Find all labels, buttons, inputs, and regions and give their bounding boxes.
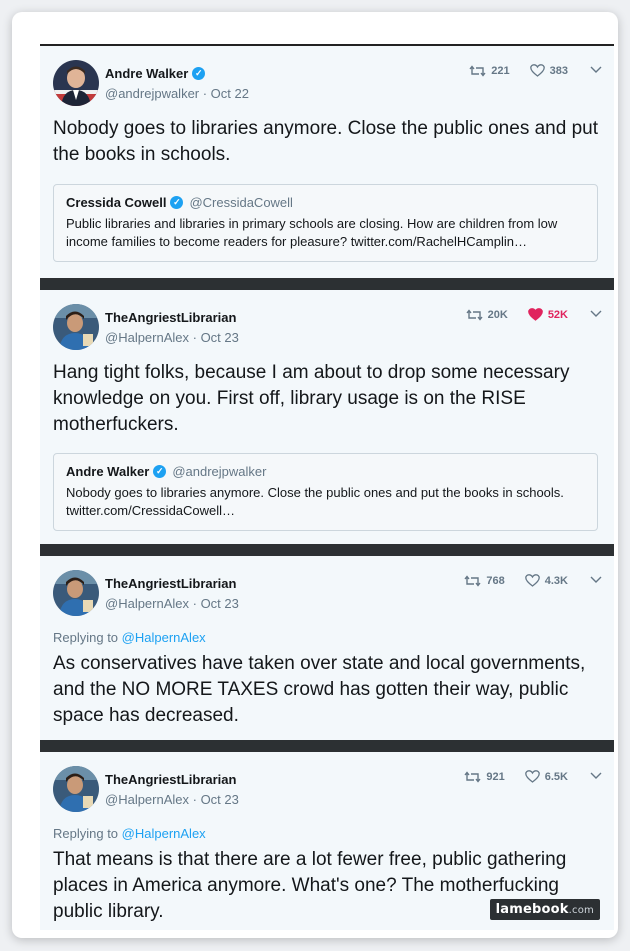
like-button[interactable]: [525, 770, 568, 783]
chevron-down-icon[interactable]: [590, 771, 602, 783]
quoted-tweet[interactable]: [53, 184, 598, 262]
verified-badge-icon: ✓: [192, 67, 205, 80]
tweet-actions: [444, 574, 602, 587]
avatar[interactable]: [53, 766, 99, 812]
like-count: 52K: [547, 308, 568, 321]
retweet-button[interactable]: [466, 309, 508, 321]
quoted-author-name: Andre Walker: [66, 464, 150, 479]
retweet-count: 221: [491, 64, 510, 77]
retweet-icon: [464, 771, 481, 783]
top-divider-gap: [40, 41, 60, 43]
tweet-card[interactable]: [40, 46, 614, 278]
verified-badge-icon: ✓: [153, 465, 166, 478]
tweet-text: That means is that there are a lot fewer free, public gathering places in America anymore. What's one? The motherfucking public library.: [53, 849, 567, 922]
quoted-author-handle: @andrejpwalker: [172, 464, 267, 479]
verified-badge-icon: ✓: [170, 196, 183, 209]
author-name-text: TheAngriestLibrarian: [105, 576, 237, 591]
heart-icon: [525, 770, 540, 783]
tweet-text: Hang tight folks, because I am about to drop some necessary knowledge on you. First off, library usage is on the RISE motherfuckers.: [53, 362, 570, 435]
watermark-brand: lamebook: [495, 902, 569, 917]
author-name-text: TheAngriestLibrarian: [105, 772, 237, 787]
like-button[interactable]: [525, 574, 568, 587]
tweet-card[interactable]: [40, 556, 614, 740]
retweet-button[interactable]: [464, 575, 504, 587]
like-count: 383: [549, 64, 568, 77]
author-name[interactable]: [105, 576, 236, 591]
replying-to-label: Replying to: [53, 826, 122, 841]
watermark-domain: .com: [568, 905, 594, 916]
heart-icon: [528, 308, 543, 321]
quoted-tweet[interactable]: [53, 453, 598, 531]
mention-link[interactable]: @HalpernAlex: [121, 826, 206, 841]
chevron-down-icon[interactable]: [590, 575, 602, 587]
quoted-tweet-header: [66, 195, 585, 210]
author-name[interactable]: [105, 310, 236, 325]
retweet-icon: [469, 65, 486, 77]
chevron-down-icon[interactable]: [590, 65, 602, 77]
retweet-count: 768: [486, 574, 505, 587]
author-handle[interactable]: @HalpernAlex · Oct 23: [105, 792, 239, 807]
tweet-divider: [40, 544, 614, 556]
tweet-actions: [446, 308, 602, 321]
retweet-icon: [464, 575, 481, 587]
tweet-actions: [444, 770, 602, 783]
avatar[interactable]: [53, 570, 99, 616]
replying-to: [53, 826, 206, 841]
tweet-divider: [40, 278, 614, 290]
retweet-button[interactable]: [469, 65, 509, 77]
tweet-divider: [40, 740, 614, 752]
replying-to-label: Replying to: [53, 630, 122, 645]
replying-to: [53, 630, 206, 645]
tweet-text: As conservatives have taken over state and local governments, and the NO MORE TAXES crowd has gotten their way, public space has decreased.: [53, 653, 586, 726]
retweet-count: 20K: [487, 308, 508, 321]
like-count: 4.3K: [544, 574, 568, 587]
screenshot-frame: [12, 12, 618, 938]
like-button[interactable]: [528, 308, 568, 321]
retweet-button[interactable]: [464, 771, 504, 783]
tweet-actions: [449, 64, 602, 77]
quoted-tweet-header: [66, 464, 585, 479]
avatar[interactable]: [53, 304, 99, 350]
heart-icon: [530, 64, 545, 77]
author-handle[interactable]: @HalpernAlex · Oct 23: [105, 596, 239, 611]
tweet-text: Nobody goes to libraries anymore. Close the public ones and put the books in schools.: [53, 118, 598, 165]
watermark-logo: [490, 899, 600, 920]
author-handle[interactable]: @HalpernAlex · Oct 23: [105, 330, 239, 345]
author-name[interactable]: [105, 772, 236, 787]
author-name-text: TheAngriestLibrarian: [105, 310, 237, 325]
like-count: 6.5K: [544, 770, 568, 783]
quoted-tweet-text: Public libraries and libraries in primary schools are closing. How are children from low income families to become readers for pleasure? twitter.com/RachelHCamplin…: [66, 216, 558, 249]
heart-icon: [525, 574, 540, 587]
retweet-icon: [466, 309, 483, 321]
author-name-text: Andre Walker: [105, 66, 189, 81]
avatar[interactable]: [53, 60, 99, 106]
quoted-tweet-text: Nobody goes to libraries anymore. Close the public ones and put the books in schools. twitter.com/CressidaCowell…: [66, 485, 564, 518]
quoted-author-name: Cressida Cowell: [66, 195, 167, 210]
quoted-author-handle: @CressidaCowell: [189, 195, 293, 210]
like-button[interactable]: [530, 64, 568, 77]
chevron-down-icon[interactable]: [590, 309, 602, 321]
author-name[interactable]: [105, 66, 205, 81]
retweet-count: 921: [486, 770, 505, 783]
mention-link[interactable]: @HalpernAlex: [121, 630, 206, 645]
author-handle[interactable]: @andrejpwalker · Oct 22: [105, 86, 249, 101]
tweet-card[interactable]: [40, 290, 614, 544]
